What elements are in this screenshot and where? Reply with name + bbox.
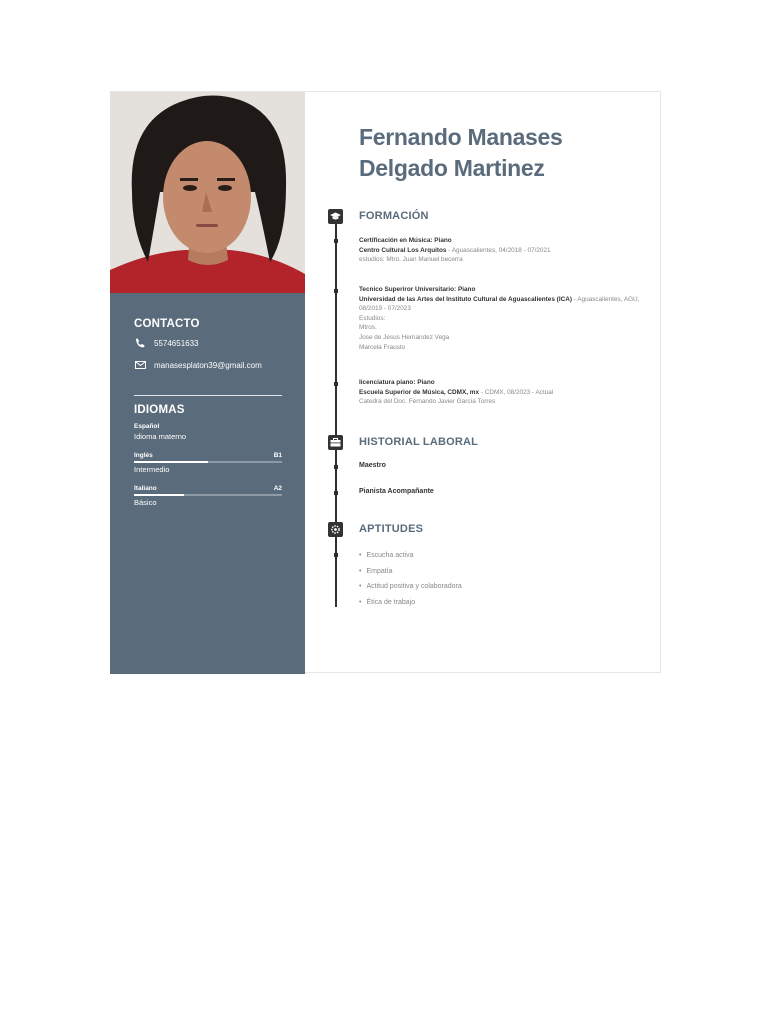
detail-line: Marcela Frausto <box>359 343 406 351</box>
job-title: Pianista Acompañante <box>359 488 434 495</box>
language-level-bar <box>134 461 282 463</box>
languages-heading: IDIOMAS <box>134 404 185 416</box>
language-level: Intermedio <box>134 465 170 474</box>
language-level-bar <box>134 494 282 496</box>
gear-icon <box>328 522 343 537</box>
language-name: Español <box>134 423 160 430</box>
timeline-dot <box>334 382 338 386</box>
education-entry <box>359 285 654 352</box>
degree: licenciatura piano: Piano <box>359 379 435 386</box>
language-level-fill <box>134 494 184 496</box>
language-name: Inglés <box>134 452 153 459</box>
timeline-line <box>335 210 337 607</box>
timeline-dot <box>334 553 338 557</box>
graduation-cap-icon <box>328 209 343 224</box>
name-line-2: Delgado Martinez <box>359 155 545 181</box>
education-entry <box>359 378 654 407</box>
briefcase-icon <box>328 435 343 450</box>
phone-icon <box>134 338 146 348</box>
language-level: Básico <box>134 498 157 507</box>
contact-phone[interactable] <box>134 338 199 348</box>
job-title: Maestro <box>359 462 386 469</box>
language-name: Italiano <box>134 485 157 492</box>
mail-icon <box>134 360 146 370</box>
school: Universidad de las Artes del Instituto Cultural de Aguascalientes (ICA) <box>359 295 572 303</box>
timeline-dot <box>334 239 338 243</box>
timeline-dot <box>334 491 338 495</box>
language-item <box>134 423 282 441</box>
contact-heading: CONTACTO <box>134 318 200 330</box>
skill-item: • Ética de trabajo <box>359 595 462 611</box>
detail-line: Estudios: <box>359 314 386 322</box>
language-code: A2 <box>273 485 282 492</box>
profile-photo <box>110 92 305 293</box>
detail-line: Mtros. <box>359 324 377 332</box>
email-address: manasesplaton39@gmail.com <box>154 360 262 370</box>
location-dates: - CDMX, 08/2023 - Actual <box>479 388 554 396</box>
degree: Tecnico Superiror Universitario: Piano <box>359 286 476 293</box>
name-line-1: Fernando Manases <box>359 124 563 150</box>
main-content <box>305 92 661 674</box>
phone-number: 5574651633 <box>154 338 199 348</box>
location-dates: - Aguascalientes, 04/2018 - 07/2021 <box>446 246 551 254</box>
contact-email[interactable] <box>134 360 262 370</box>
language-item <box>134 452 282 474</box>
skill-item: • Empatía <box>359 564 462 580</box>
resume-page <box>110 91 661 673</box>
education-heading: FORMACIÓN <box>359 210 429 222</box>
school: Centro Cultural Los Arquitos <box>359 246 447 254</box>
timeline-dot <box>334 289 338 293</box>
location-dates: - Aguascalientes, AGU, 08/2019 - 07/2023 <box>359 295 640 313</box>
detail-line: Jose de Jesus Hernandez Vega <box>359 333 450 341</box>
skills-heading: APTITUDES <box>359 523 424 535</box>
sidebar <box>110 92 305 674</box>
skills-list <box>359 548 462 610</box>
sidebar-divider <box>134 395 282 396</box>
degree: Certificación en Música: Piano <box>359 237 452 244</box>
timeline-dot <box>334 465 338 469</box>
language-level: Idioma materno <box>134 432 187 441</box>
work-heading: HISTORIAL LABORAL <box>359 436 479 448</box>
full-name <box>359 122 649 184</box>
language-code: B1 <box>273 452 282 459</box>
language-level-fill <box>134 461 208 463</box>
language-item <box>134 485 282 507</box>
education-entry <box>359 236 654 265</box>
skill-item: • Actitud positiva y colaboradora <box>359 579 462 595</box>
detail-line: estudios: Mtro. Juan Manuel becerra <box>359 256 463 264</box>
skill-item: • Escucha activa <box>359 548 462 564</box>
detail-line: Catedra del Doc. Fernando Javier García Torres <box>359 398 496 406</box>
school: Escuela Superior de Música, CDMX, mx <box>359 388 480 396</box>
